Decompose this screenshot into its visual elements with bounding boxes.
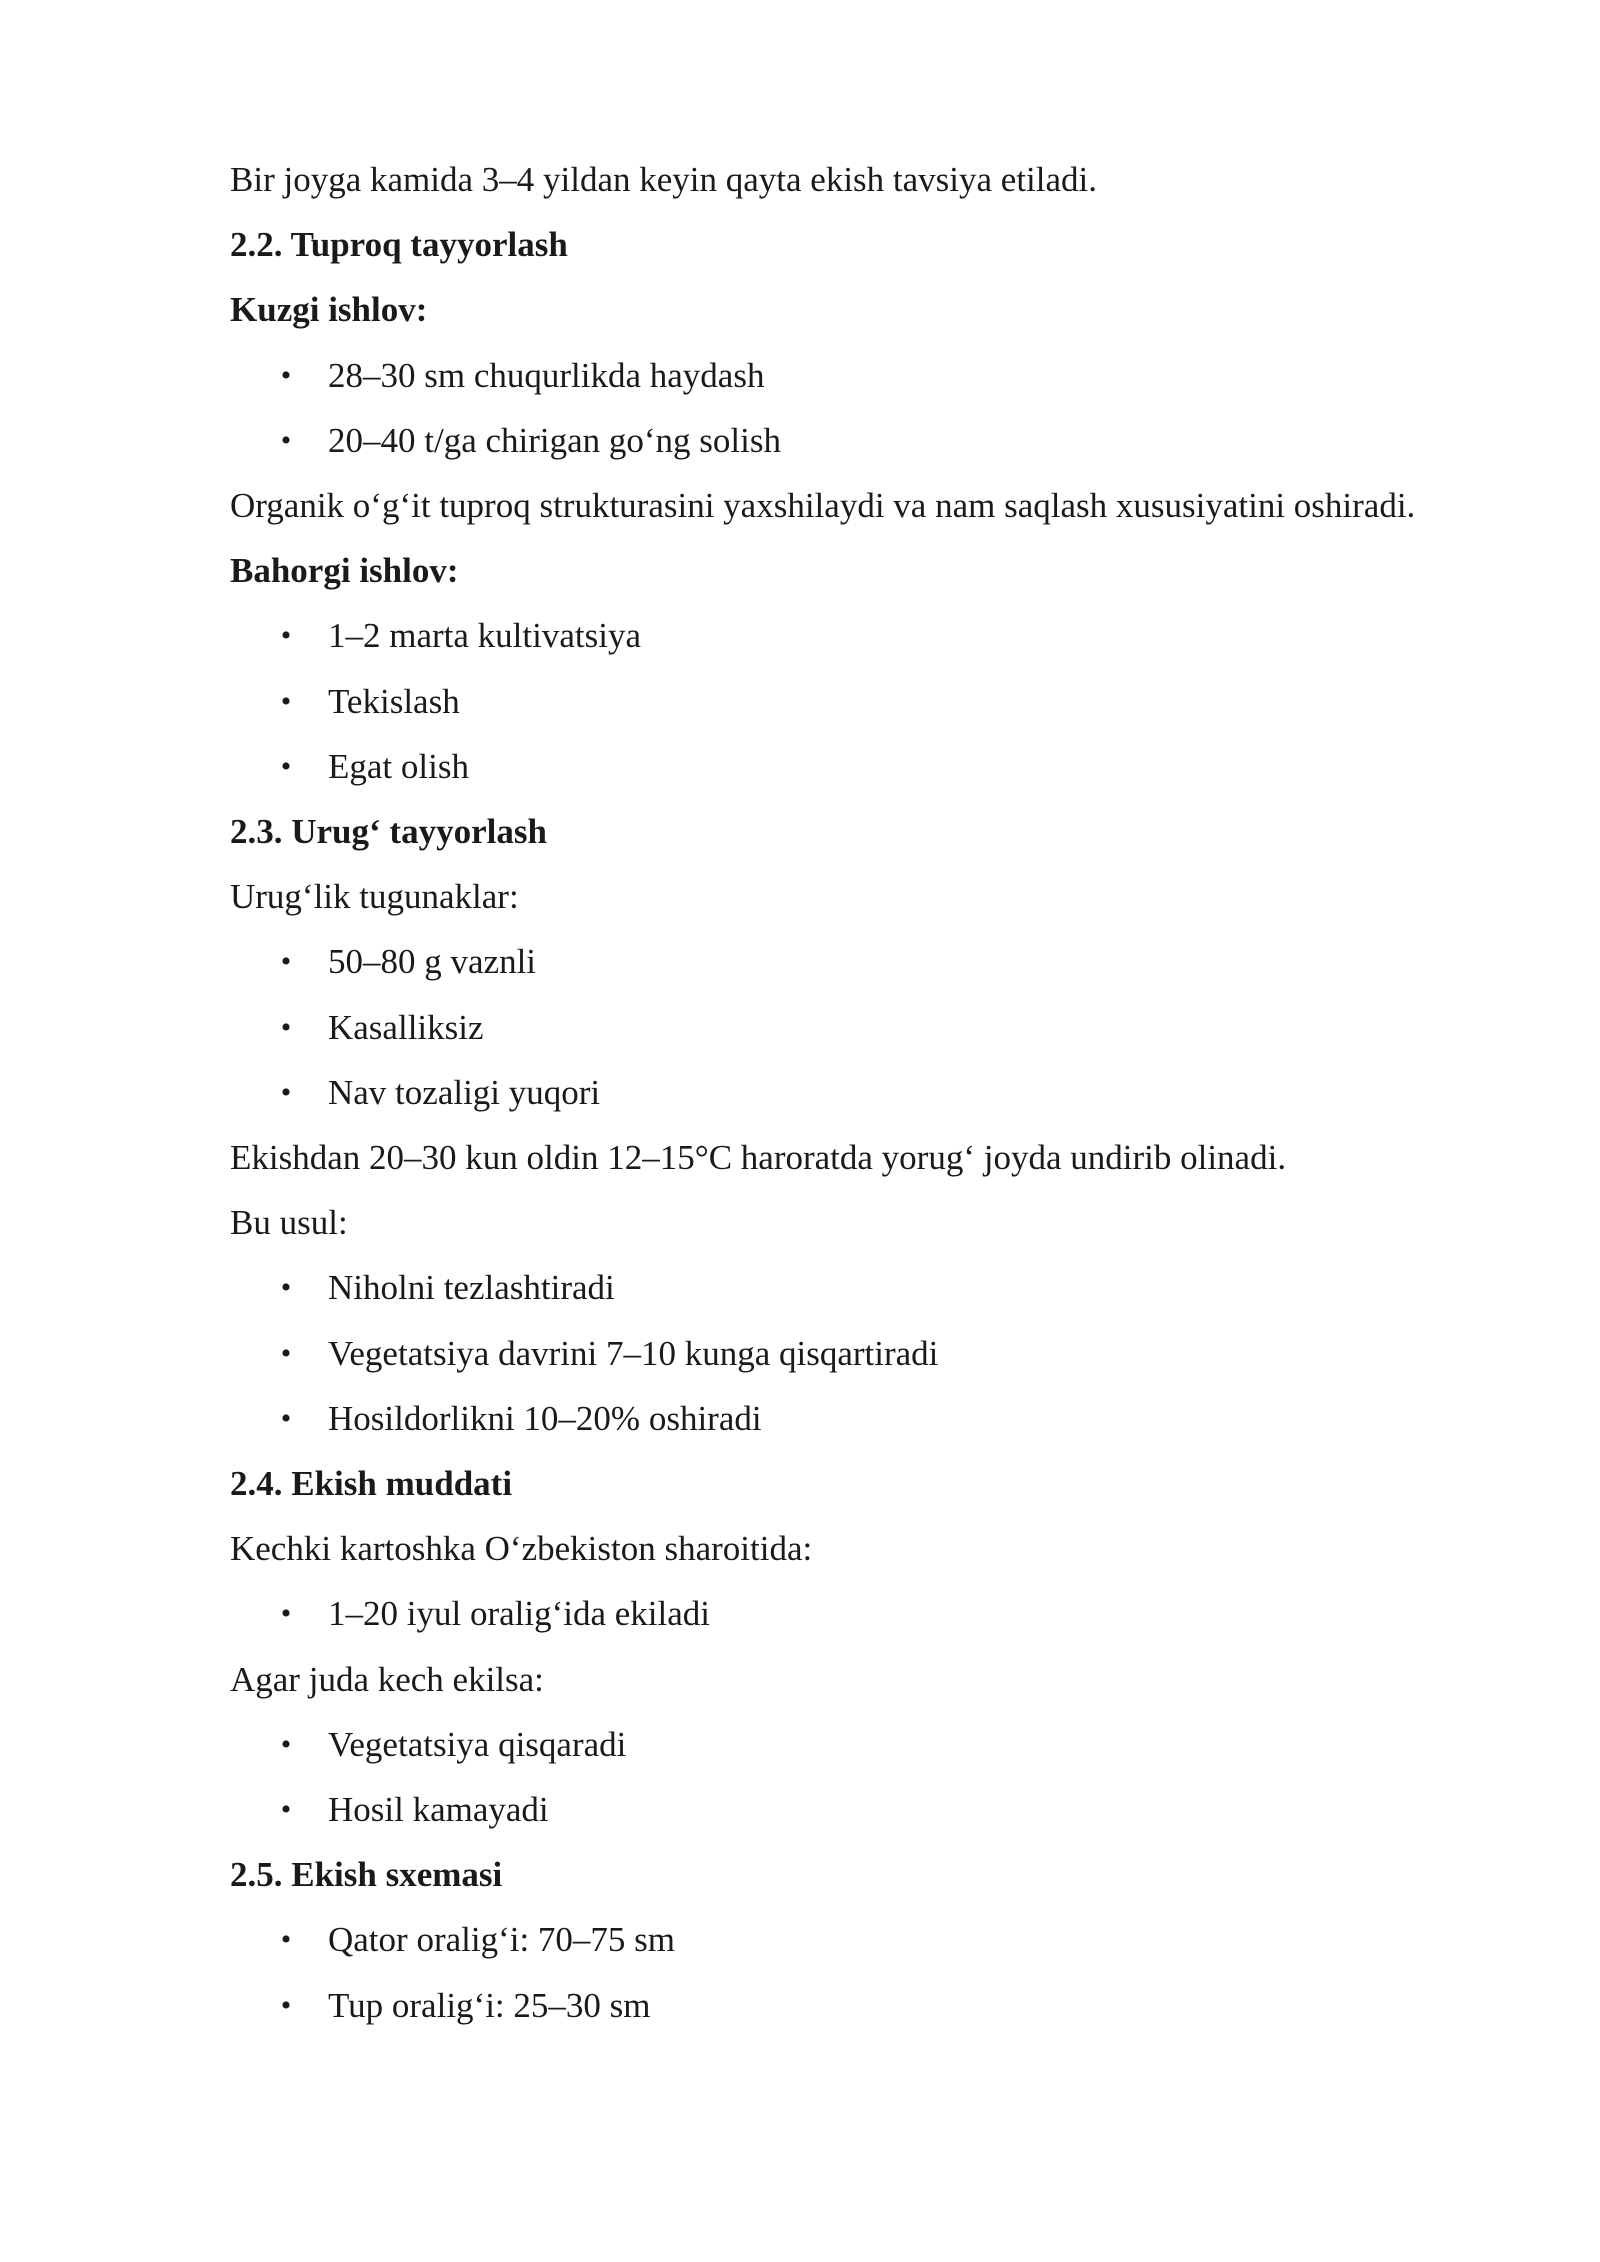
method-label: Bu usul: bbox=[230, 1203, 348, 1243]
method-benefits-list bbox=[230, 1255, 1495, 1451]
list-item-text: 28–30 sm chuqurlikda haydash bbox=[328, 355, 765, 395]
list-item-text: Hosil kamayadi bbox=[328, 1790, 549, 1830]
spring-tillage-list bbox=[230, 603, 1495, 799]
organic-fertilizer-paragraph: Organik o‘g‘it tuproq strukturasini yaxshilaydi va nam saqlash xususiyatini oshiradi. bbox=[230, 486, 1416, 526]
list-item bbox=[230, 929, 1495, 994]
late-potato-label: Kechki kartoshka O‘zbekiston sharoitida: bbox=[230, 1529, 813, 1569]
bullet-icon: • bbox=[280, 1597, 292, 1631]
list-item bbox=[230, 1581, 1495, 1646]
bullet-icon: • bbox=[280, 1793, 292, 1827]
list-item bbox=[230, 734, 1495, 799]
list-item-text: Egat olish bbox=[328, 746, 469, 786]
bullet-icon: • bbox=[280, 1988, 292, 2022]
bullet-icon: • bbox=[280, 619, 292, 653]
autumn-tillage-list bbox=[230, 343, 1495, 473]
sprouting-paragraph: Ekishdan 20–30 kun oldin 12–15°C haroratda yorug‘ joyda undirib olinadi. bbox=[230, 1138, 1287, 1178]
bullet-icon: • bbox=[280, 423, 292, 457]
intro-line: Bir joyga kamida 3–4 yildan keyin qayta ekish tavsiya etiladi. bbox=[230, 160, 1098, 199]
list-item bbox=[230, 1777, 1495, 1842]
list-item bbox=[230, 1973, 1495, 2038]
list-item bbox=[230, 343, 1495, 408]
list-item bbox=[230, 1060, 1495, 1125]
planting-scheme-list bbox=[230, 1907, 1495, 2037]
list-item-text: Vegetatsiya davrini 7–10 kunga qisqartiradi bbox=[328, 1333, 939, 1373]
list-item bbox=[230, 669, 1495, 734]
list-item-text: Niholni tezlashtiradi bbox=[328, 1268, 615, 1308]
list-item-text: Nav tozaligi yuqori bbox=[328, 1072, 601, 1112]
list-item-text: Tup oralig‘i: 25–30 sm bbox=[328, 1985, 651, 2025]
list-item bbox=[230, 995, 1495, 1060]
document-page bbox=[230, 147, 1495, 2038]
list-item-text: 20–40 t/ga chirigan go‘ng solish bbox=[328, 420, 782, 460]
bullet-icon: • bbox=[280, 684, 292, 718]
list-item bbox=[230, 1907, 1495, 1972]
list-item-text: Vegetatsiya qisqaradi bbox=[328, 1724, 627, 1764]
list-item bbox=[230, 1321, 1495, 1386]
section-heading-2-5: 2.5. Ekish sxemasi bbox=[230, 1855, 503, 1895]
section-heading-2-3: 2.3. Urug‘ tayyorlash bbox=[230, 812, 547, 852]
section-heading-2-2: 2.2. Tuproq tayyorlash bbox=[230, 225, 568, 265]
list-item-text: Hosildorlikni 10–20% oshiradi bbox=[328, 1398, 762, 1438]
bullet-icon: • bbox=[280, 1271, 292, 1305]
list-item bbox=[230, 1255, 1495, 1320]
seed-tubers-label: Urug‘lik tugunaklar: bbox=[230, 877, 519, 917]
too-late-label: Agar juda kech ekilsa: bbox=[230, 1659, 544, 1699]
list-item-text: 1–20 iyul oralig‘ida ekiladi bbox=[328, 1594, 710, 1634]
spring-tillage-label: Bahorgi ishlov: bbox=[230, 551, 459, 591]
bullet-icon: • bbox=[280, 945, 292, 979]
late-potato-list bbox=[230, 1581, 1495, 1646]
list-item-text: Kasalliksiz bbox=[328, 1007, 484, 1047]
bullet-icon: • bbox=[280, 1401, 292, 1435]
bullet-icon: • bbox=[280, 1727, 292, 1761]
list-item bbox=[230, 1386, 1495, 1451]
bullet-icon: • bbox=[280, 749, 292, 783]
too-late-list bbox=[230, 1712, 1495, 1842]
section-heading-2-4: 2.4. Ekish muddati bbox=[230, 1464, 513, 1504]
list-item-text: 1–2 marta kultivatsiya bbox=[328, 616, 641, 656]
list-item-text: Tekislash bbox=[328, 681, 460, 721]
list-item-text: Qator oralig‘i: 70–75 sm bbox=[328, 1920, 676, 1960]
bullet-icon: • bbox=[280, 1923, 292, 1957]
bullet-icon: • bbox=[280, 358, 292, 392]
bullet-icon: • bbox=[280, 1075, 292, 1109]
list-item bbox=[230, 1712, 1495, 1777]
bullet-icon: • bbox=[280, 1336, 292, 1370]
list-item bbox=[230, 408, 1495, 473]
seed-tubers-list bbox=[230, 929, 1495, 1125]
list-item bbox=[230, 603, 1495, 668]
autumn-tillage-label: Kuzgi ishlov: bbox=[230, 290, 428, 330]
list-item-text: 50–80 g vaznli bbox=[328, 942, 537, 982]
bullet-icon: • bbox=[280, 1010, 292, 1044]
